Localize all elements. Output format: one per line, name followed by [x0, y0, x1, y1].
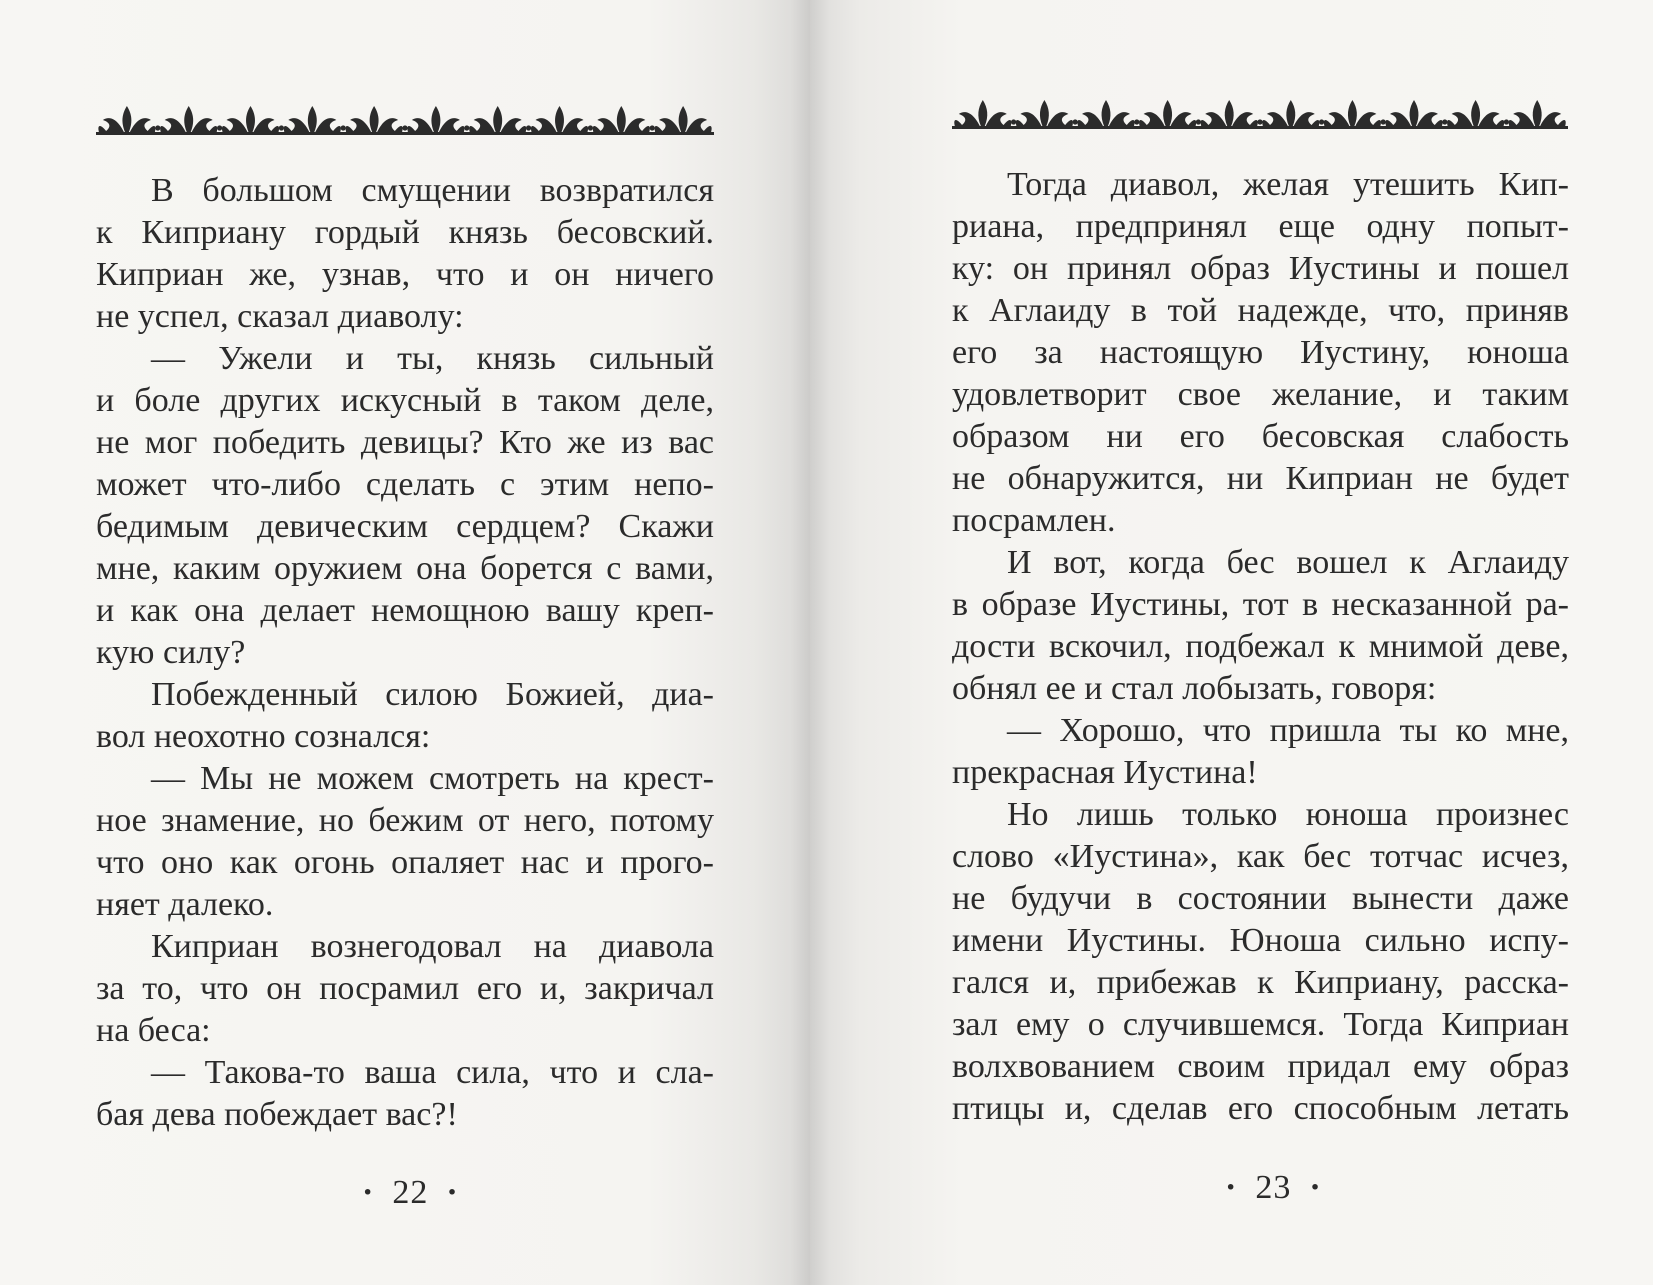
- palmette-motif: [222, 106, 279, 132]
- ornament-dot: [1319, 119, 1324, 124]
- palmette-motif: [954, 100, 1011, 126]
- text-line: и как она делает немощною вашу креп-: [96, 592, 714, 629]
- ornament-dot: [1504, 119, 1509, 124]
- text-line: ку: он принял образ Иустины и пошел: [952, 250, 1569, 287]
- text-line: зал ему о случившемся. Тогда Киприан: [952, 1006, 1569, 1043]
- palmette-motif: [160, 106, 217, 132]
- ornament-dot: [1381, 119, 1386, 124]
- palmette-motif: [284, 106, 341, 132]
- palmette-motif: [1324, 100, 1381, 126]
- ornament-svg-left: [96, 104, 714, 148]
- palmette-motif: [469, 106, 526, 132]
- right-page-text: [952, 164, 1569, 1130]
- text-line: бедимым девическим сердцем? Скажи: [96, 508, 714, 545]
- palmette-border-icon: [952, 98, 1568, 142]
- page-number-value: 22: [392, 1174, 429, 1211]
- palmette-motif: [1447, 100, 1504, 126]
- text-line: няет далеко.: [96, 886, 274, 923]
- book-gutter: [790, 0, 830, 1285]
- ornament-dot: [1196, 119, 1201, 124]
- left-page: [0, 0, 810, 1285]
- palmette-motif: [1509, 100, 1566, 126]
- text-line: Побежденный силою Божией, диа-: [151, 676, 714, 713]
- text-line: — Хорошо, что пришла ты ко мне,: [1007, 712, 1569, 749]
- page-number-value: 23: [1255, 1169, 1292, 1206]
- ornament-baseline: [96, 132, 714, 135]
- text-line: дости вскочил, подбежал к мнимой деве,: [952, 628, 1569, 665]
- ornament-dot: [1442, 119, 1447, 124]
- ornament-svg-right: [952, 98, 1568, 142]
- text-line: не успел, сказал диаволу:: [96, 298, 464, 335]
- text-line: посрамлен.: [952, 502, 1116, 539]
- text-line: прекрасная Иустина!: [952, 754, 1258, 791]
- text-line: гался и, прибежав к Киприану, расска-: [952, 964, 1569, 1001]
- text-line: может что-либо сделать с этим непо-: [96, 466, 714, 503]
- ornament-dot: [279, 125, 284, 130]
- ornament-dot: [650, 125, 655, 130]
- ornament-dot: [1073, 119, 1078, 124]
- palmette-border-icon: [96, 104, 714, 148]
- palmette-motif: [1077, 100, 1134, 126]
- page-number-dot: ·: [1225, 1169, 1238, 1206]
- text-line: — Ужели и ты, князь сильный: [151, 340, 714, 377]
- palmette-motif: [1139, 100, 1196, 126]
- palmette-motif: [98, 106, 155, 132]
- text-line: И вот, когда бес вошел к Аглаиду: [1007, 544, 1569, 581]
- ornament-dot: [341, 125, 346, 130]
- palmette-motif: [1201, 100, 1258, 126]
- text-line: Киприан вознегодовал на диавола: [151, 928, 714, 965]
- text-line: слово «Иустина», как бес тотчас исчез,: [952, 838, 1569, 875]
- palmette-motif: [593, 106, 650, 132]
- text-line: ное знамение, но бежим от него, потому: [96, 802, 714, 839]
- text-line: — Такова-то ваша сила, что и сла-: [151, 1054, 714, 1091]
- palmette-motif: [346, 106, 403, 132]
- page-number-dot: ·: [362, 1174, 375, 1211]
- left-page-number: [344, 1174, 477, 1212]
- text-line: не будучи в состоянии вынести даже: [952, 880, 1569, 917]
- text-line: к Киприану гордый князь бесовский.: [96, 214, 714, 251]
- text-line: не обнаружится, ни Киприан не будет: [952, 460, 1569, 497]
- text-line: птицы и, сделав его способным летать: [952, 1090, 1569, 1127]
- palmette-motif: [1385, 100, 1442, 126]
- text-line: образом ни его бесовская слабость: [952, 418, 1569, 455]
- ornament-dot: [464, 125, 469, 130]
- text-line: его за настоящую Иустину, юноша: [952, 334, 1569, 371]
- text-line: риана, предпринял еще одну попыт-: [952, 208, 1569, 245]
- text-line: и боле других искусный в таком деле,: [96, 382, 714, 419]
- text-line: Тогда диавол, желая утешить Кип-: [1007, 166, 1569, 203]
- palmette-motif: [531, 106, 588, 132]
- palmette-motif: [1016, 100, 1073, 126]
- ornament-dot: [526, 125, 531, 130]
- ornament-dot: [217, 125, 222, 130]
- text-line: — Мы не можем смотреть на крест-: [151, 760, 714, 797]
- text-line: что оно как огонь опаляет нас и прого-: [96, 844, 714, 881]
- palmette-motif: [1262, 100, 1319, 126]
- ornament-baseline: [952, 126, 1568, 129]
- text-line: на беса:: [96, 1012, 211, 1049]
- text-line: к Аглаиду в той надежде, что, приняв: [952, 292, 1569, 329]
- ornament-dot: [1011, 119, 1016, 124]
- text-line: Но лишь только юноша произнес: [1007, 796, 1569, 833]
- right-page-number: [1207, 1169, 1340, 1207]
- text-line: не мог победить девицы? Кто же из вас: [96, 424, 714, 461]
- left-page-text: [96, 170, 714, 1136]
- text-line: в образе Иустины, тот в несказанной ра-: [952, 586, 1569, 623]
- page-number-dot: ·: [1309, 1169, 1322, 1206]
- ornament-dot: [588, 125, 593, 130]
- ornament-dot: [1257, 119, 1262, 124]
- text-line: мне, каким оружием она борется с вами,: [96, 550, 714, 587]
- text-line: бая дева побеждает вас?!: [96, 1096, 458, 1133]
- palmette-motif: [407, 106, 464, 132]
- palmette-motif: [655, 106, 712, 132]
- text-line: имени Иустины. Юноша сильно испу-: [952, 922, 1569, 959]
- text-line: В большом смущении возвратился: [151, 172, 714, 209]
- text-line: обнял ее и стал лобызать, говоря:: [952, 670, 1437, 707]
- text-line: удовлетворит свое желание, и таким: [952, 376, 1569, 413]
- ornament-dot: [155, 125, 160, 130]
- text-line: за то, что он посрамил его и, закричал: [96, 970, 714, 1007]
- text-line: волхвованием своим придал ему образ: [952, 1048, 1569, 1085]
- text-line: вол неохотно сознался:: [96, 718, 431, 755]
- text-line: Киприан же, узнав, что и он ничего: [96, 256, 714, 293]
- page-number-dot: ·: [446, 1174, 459, 1211]
- ornament-dot: [402, 125, 407, 130]
- ornament-dot: [1134, 119, 1139, 124]
- text-line: кую силу?: [96, 634, 246, 671]
